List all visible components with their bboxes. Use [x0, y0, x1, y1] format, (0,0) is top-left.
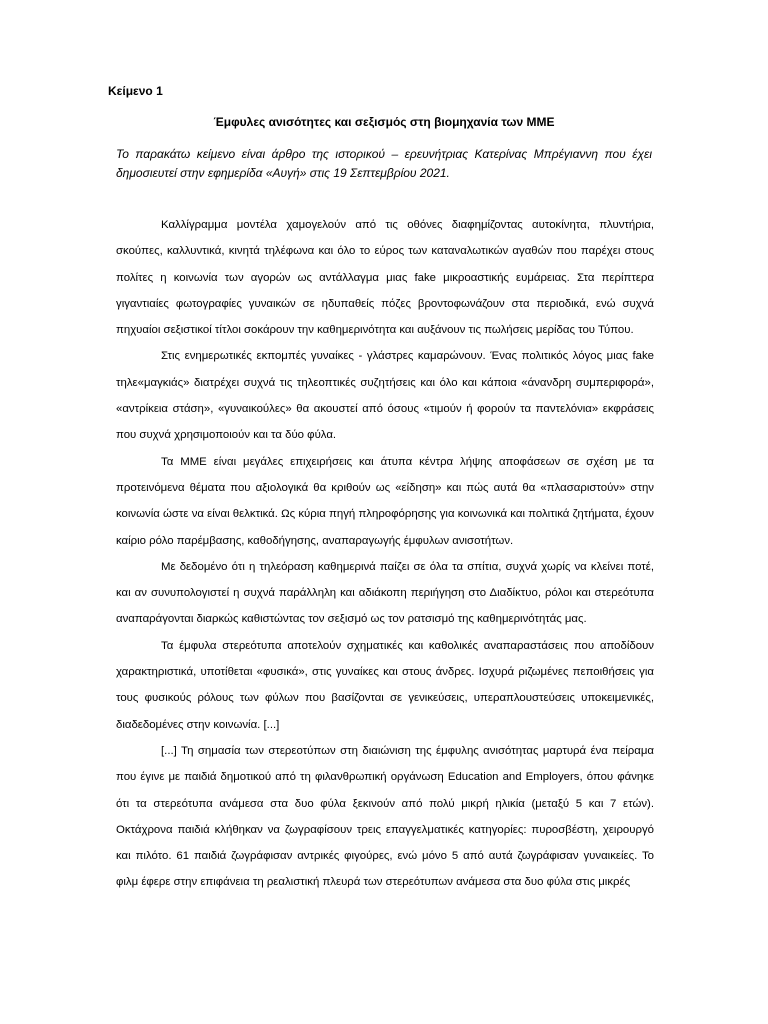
paragraph: [...] Τη σημασία των στερεοτύπων στη διαιώνιση της έμφυλης ανισότητας μαρτυρά ένα πείραμα που έγινε με παιδιά δημοτικού από τη φιλανθρωπική οργάνωση Education and Employers, όπου φάνηκε ότι τα στερεότυπα ανάμεσα στα δυο φύλα ξεκινούν από πολύ μικρή ηλικία (μεταξύ 5 και 7 ετών). Οκτάχρονα παιδιά κλήθηκαν να ζωγραφίσουν τρεις επαγγελματικές κατηγορίες: πυροσβέστη, χειρουργό και πιλότο. 61 παιδιά ζωγράφισαν αντρικές φιγούρες, ενώ μόνο 5 από αυτά ζωγράφισαν γυναικείες. Το φιλμ έφερε στην επιφάνεια τη ρεαλιστική πλευρά των στερεότυπων ανάμεσα στα δυο φύλα στις μικρές — [116, 744, 654, 889]
paragraph: Καλλίγραμμα μοντέλα χαμογελούν από τις οθόνες διαφημίζοντας αυτοκίνητα, πλυντήρια, σκούπες, καλλυντικά, κινητά τηλέφωνα και όλο το εύρος των καταναλωτικών αγαθών που παρέχει στους πολίτες η κοινωνία των αγορών ως αντάλλαγμα μιας fake μικροαστικής ευμάρειας. Στα περίπτερα γιγαντιαίες φωτογραφίες γυναικών σε ηδυπαθείς πόζες βροντοφωνάζουν στα περιοδικά, ενώ συχνά πηχυαίοι σεξιστικοί τίτλοι σοκάρουν την καθημερινότητα και αυξάνουν τις πωλήσεις μερίδας του Τύπου. — [116, 219, 654, 337]
article-body — [116, 212, 654, 896]
intro-note: Το παρακάτω κείμενο είναι άρθρο της ιστορικού – ερευνήτριας Κατερίνας Μπρέγιαννη που έχει δημοσιευτεί στην εφημερίδα «Αυγή» στις 19 Σεπτεμβρίου 2021. — [116, 147, 652, 180]
paragraph: Με δεδομένο ότι η τηλεόραση καθημερινά παίζει σε όλα τα σπίτια, συχνά χωρίς να κλείνει ποτέ, και αν συνυπολογιστεί η συχνά παράλληλη και αδιάκοπη περιήγηση στο Διαδίκτυο, ρόλοι και στερεότυπα αναπαράγονται διαρκώς καθιστώντας τον σεξισμό ως τον ρατσισμό της καθημερινότητάς μας. — [116, 560, 654, 626]
paragraph: Τα έμφυλα στερεότυπα αποτελούν σχηματικές και καθολικές αναπαραστάσεις που αποδίδουν χαρακτηριστικά, υποτίθεται «φυσικά», στις γυναίκες και στους άνδρες. Ισχυρά ριζωμένες πεποιθήσεις για τους φυσικούς ρόλους των φύλων που βασίζονται σε γενικεύσεις, υπεραπλουστεύσεις υποκειμενικές, διαδεδομένες στην κοινωνία. [...] — [116, 639, 654, 731]
article-title: Έμφυλες ανισότητες και σεξισμός στη βιομηχανία των ΜΜΕ — [213, 115, 555, 129]
paragraph: Στις ενημερωτικές εκπομπές γυναίκες - γλάστρες καμαρώνουν. Ένας πολιτικός λόγος μιας fake τηλε«μαγκιάς» διατρέχει συχνά τις τηλεοπτικές συζητήσεις και όλο και κάποια «άνανδρη συμπεριφορά», «αντρίκεια στάση», «γυναικούλες» θα ακουστεί από όσους «τιμούν ή φορούν τα παντελόνια» εκφράσεις που συχνά χρησιμοποιούν και τα δύο φύλα. — [116, 350, 654, 442]
paragraph: Τα ΜΜΕ είναι μεγάλες επιχειρήσεις και άτυπα κέντρα λήψης αποφάσεων σε σχέση με τα προτεινόμενα θέματα που αξιολογικά θα κριθούν ως «είδηση» και πώς αυτά θα «πλασαριστούν» στην κοινωνία ώστε να είναι θελκτικά. Ως κύρια πηγή πληροφόρησης για κοινωνικά και πολιτικά ζητήματα, έχουν καίριο ρόλο παρέμβασης, καθοδήγησης, αναπαραγωγής έμφυλων ανισοτήτων. — [116, 455, 654, 547]
text-heading: Κείμενο 1 — [108, 84, 163, 98]
